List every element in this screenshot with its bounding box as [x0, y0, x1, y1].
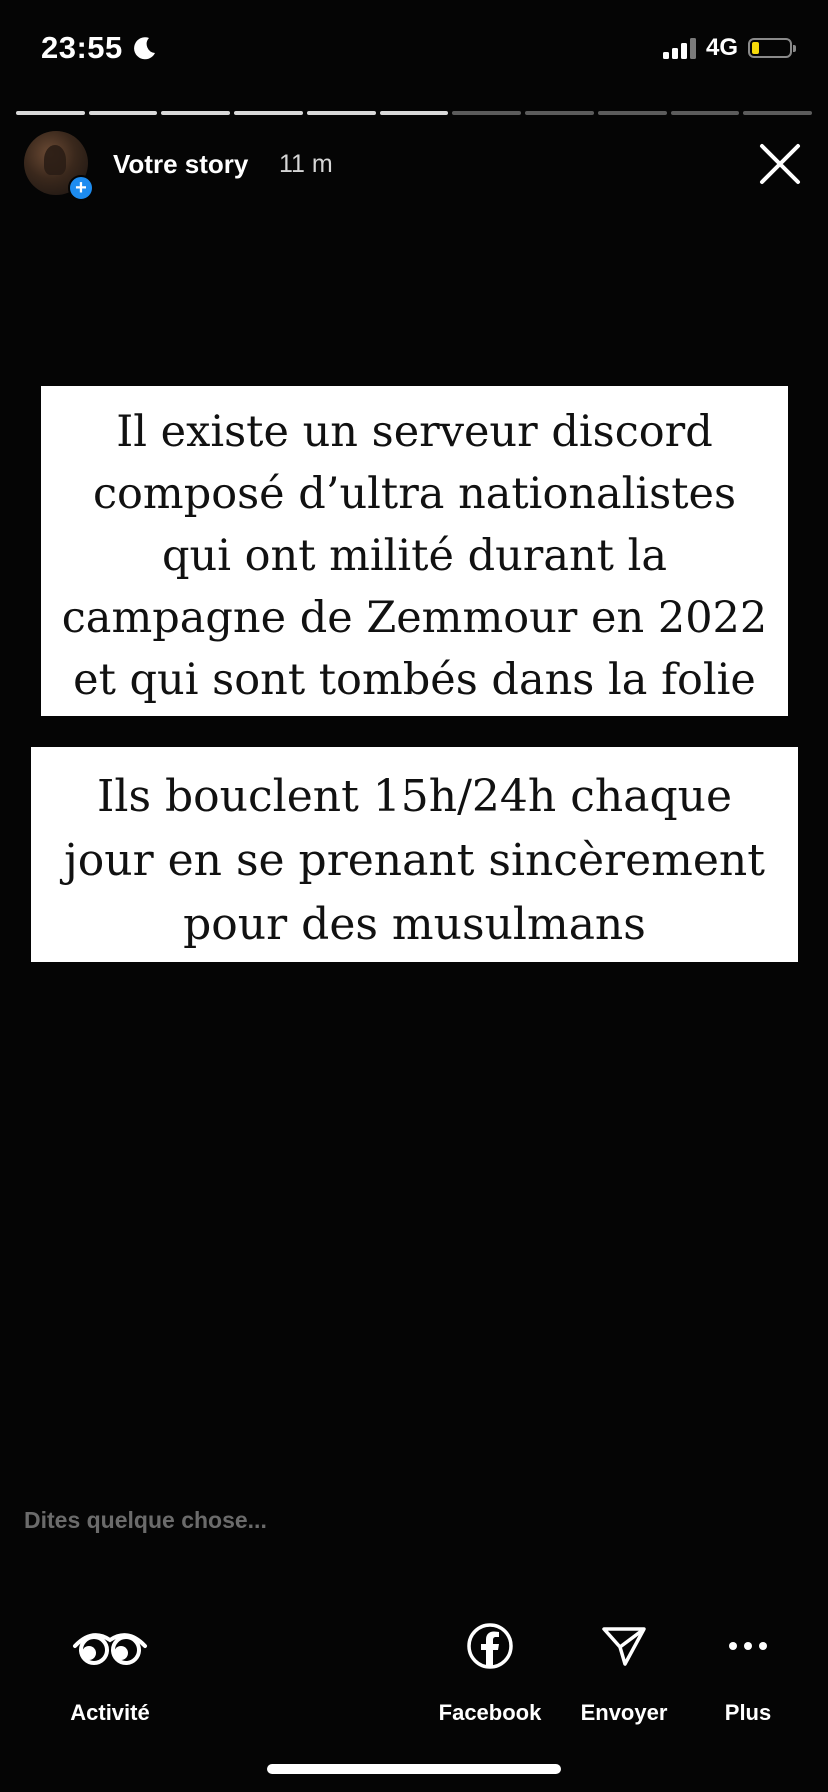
- paper-plane-icon: [601, 1625, 647, 1667]
- close-button[interactable]: [756, 140, 804, 188]
- network-type: 4G: [705, 34, 738, 61]
- progress-segment: [598, 111, 667, 115]
- caption-line: jour en se prenant sincèrement: [64, 835, 765, 886]
- battery-level: [752, 42, 759, 54]
- caption-line: Il existe un serveur discord: [116, 407, 713, 457]
- send-label: Envoyer: [580, 1700, 668, 1725]
- avatar[interactable]: [24, 131, 88, 199]
- more-button[interactable]: [704, 1618, 792, 1726]
- close-icon: [758, 142, 802, 186]
- progress-segment: [307, 111, 376, 115]
- caption-line: qui ont milité durant la: [161, 531, 668, 581]
- status-bar-time: [41, 30, 159, 66]
- progress-segment: [743, 111, 812, 115]
- activity-label: Activité: [70, 1700, 150, 1725]
- facebook-label: Facebook: [438, 1700, 542, 1725]
- avatar-photo: [44, 145, 66, 175]
- caption-line: et qui sont tombés dans la folie: [73, 655, 756, 705]
- caption-line: campagne de Zemmour en 2022: [61, 593, 768, 643]
- moon-icon: [131, 34, 159, 62]
- story-timestamp: 11 m: [279, 150, 333, 178]
- progress-segment: [16, 111, 85, 115]
- facebook-icon: [466, 1622, 514, 1670]
- battery-icon: [748, 38, 792, 58]
- progress-segment: [671, 111, 740, 115]
- more-dots-icon: [728, 1641, 768, 1651]
- activity-button[interactable]: [46, 1618, 174, 1726]
- progress-segment: [234, 111, 303, 115]
- reply-input[interactable]: [24, 1502, 784, 1538]
- progress-segment: [452, 111, 521, 115]
- home-indicator[interactable]: [267, 1764, 561, 1774]
- facebook-share-button[interactable]: [430, 1618, 550, 1726]
- progress-segment: [89, 111, 158, 115]
- caption-line: pour des musulmans: [183, 899, 646, 950]
- send-button[interactable]: [568, 1618, 680, 1726]
- caption-line: Ils bouclent 15h/24h chaque: [97, 771, 732, 822]
- story-progress-bar: [16, 111, 812, 115]
- caption-card-2: [31, 747, 798, 962]
- cellular-signal-icon: [663, 37, 696, 59]
- eyes-icon: [72, 1626, 148, 1666]
- more-label: Plus: [724, 1700, 772, 1725]
- caption-card-1: [41, 386, 788, 716]
- progress-segment: [161, 111, 230, 115]
- caption-line: composé d’ultra nationalistes: [92, 469, 737, 519]
- progress-segment: [380, 111, 449, 115]
- story-owner-label[interactable]: Votre story: [113, 149, 249, 179]
- status-bar-indicators: [663, 34, 792, 62]
- progress-segment: [525, 111, 594, 115]
- clock-text: 23:55: [41, 30, 123, 65]
- add-story-icon[interactable]: +: [68, 175, 94, 201]
